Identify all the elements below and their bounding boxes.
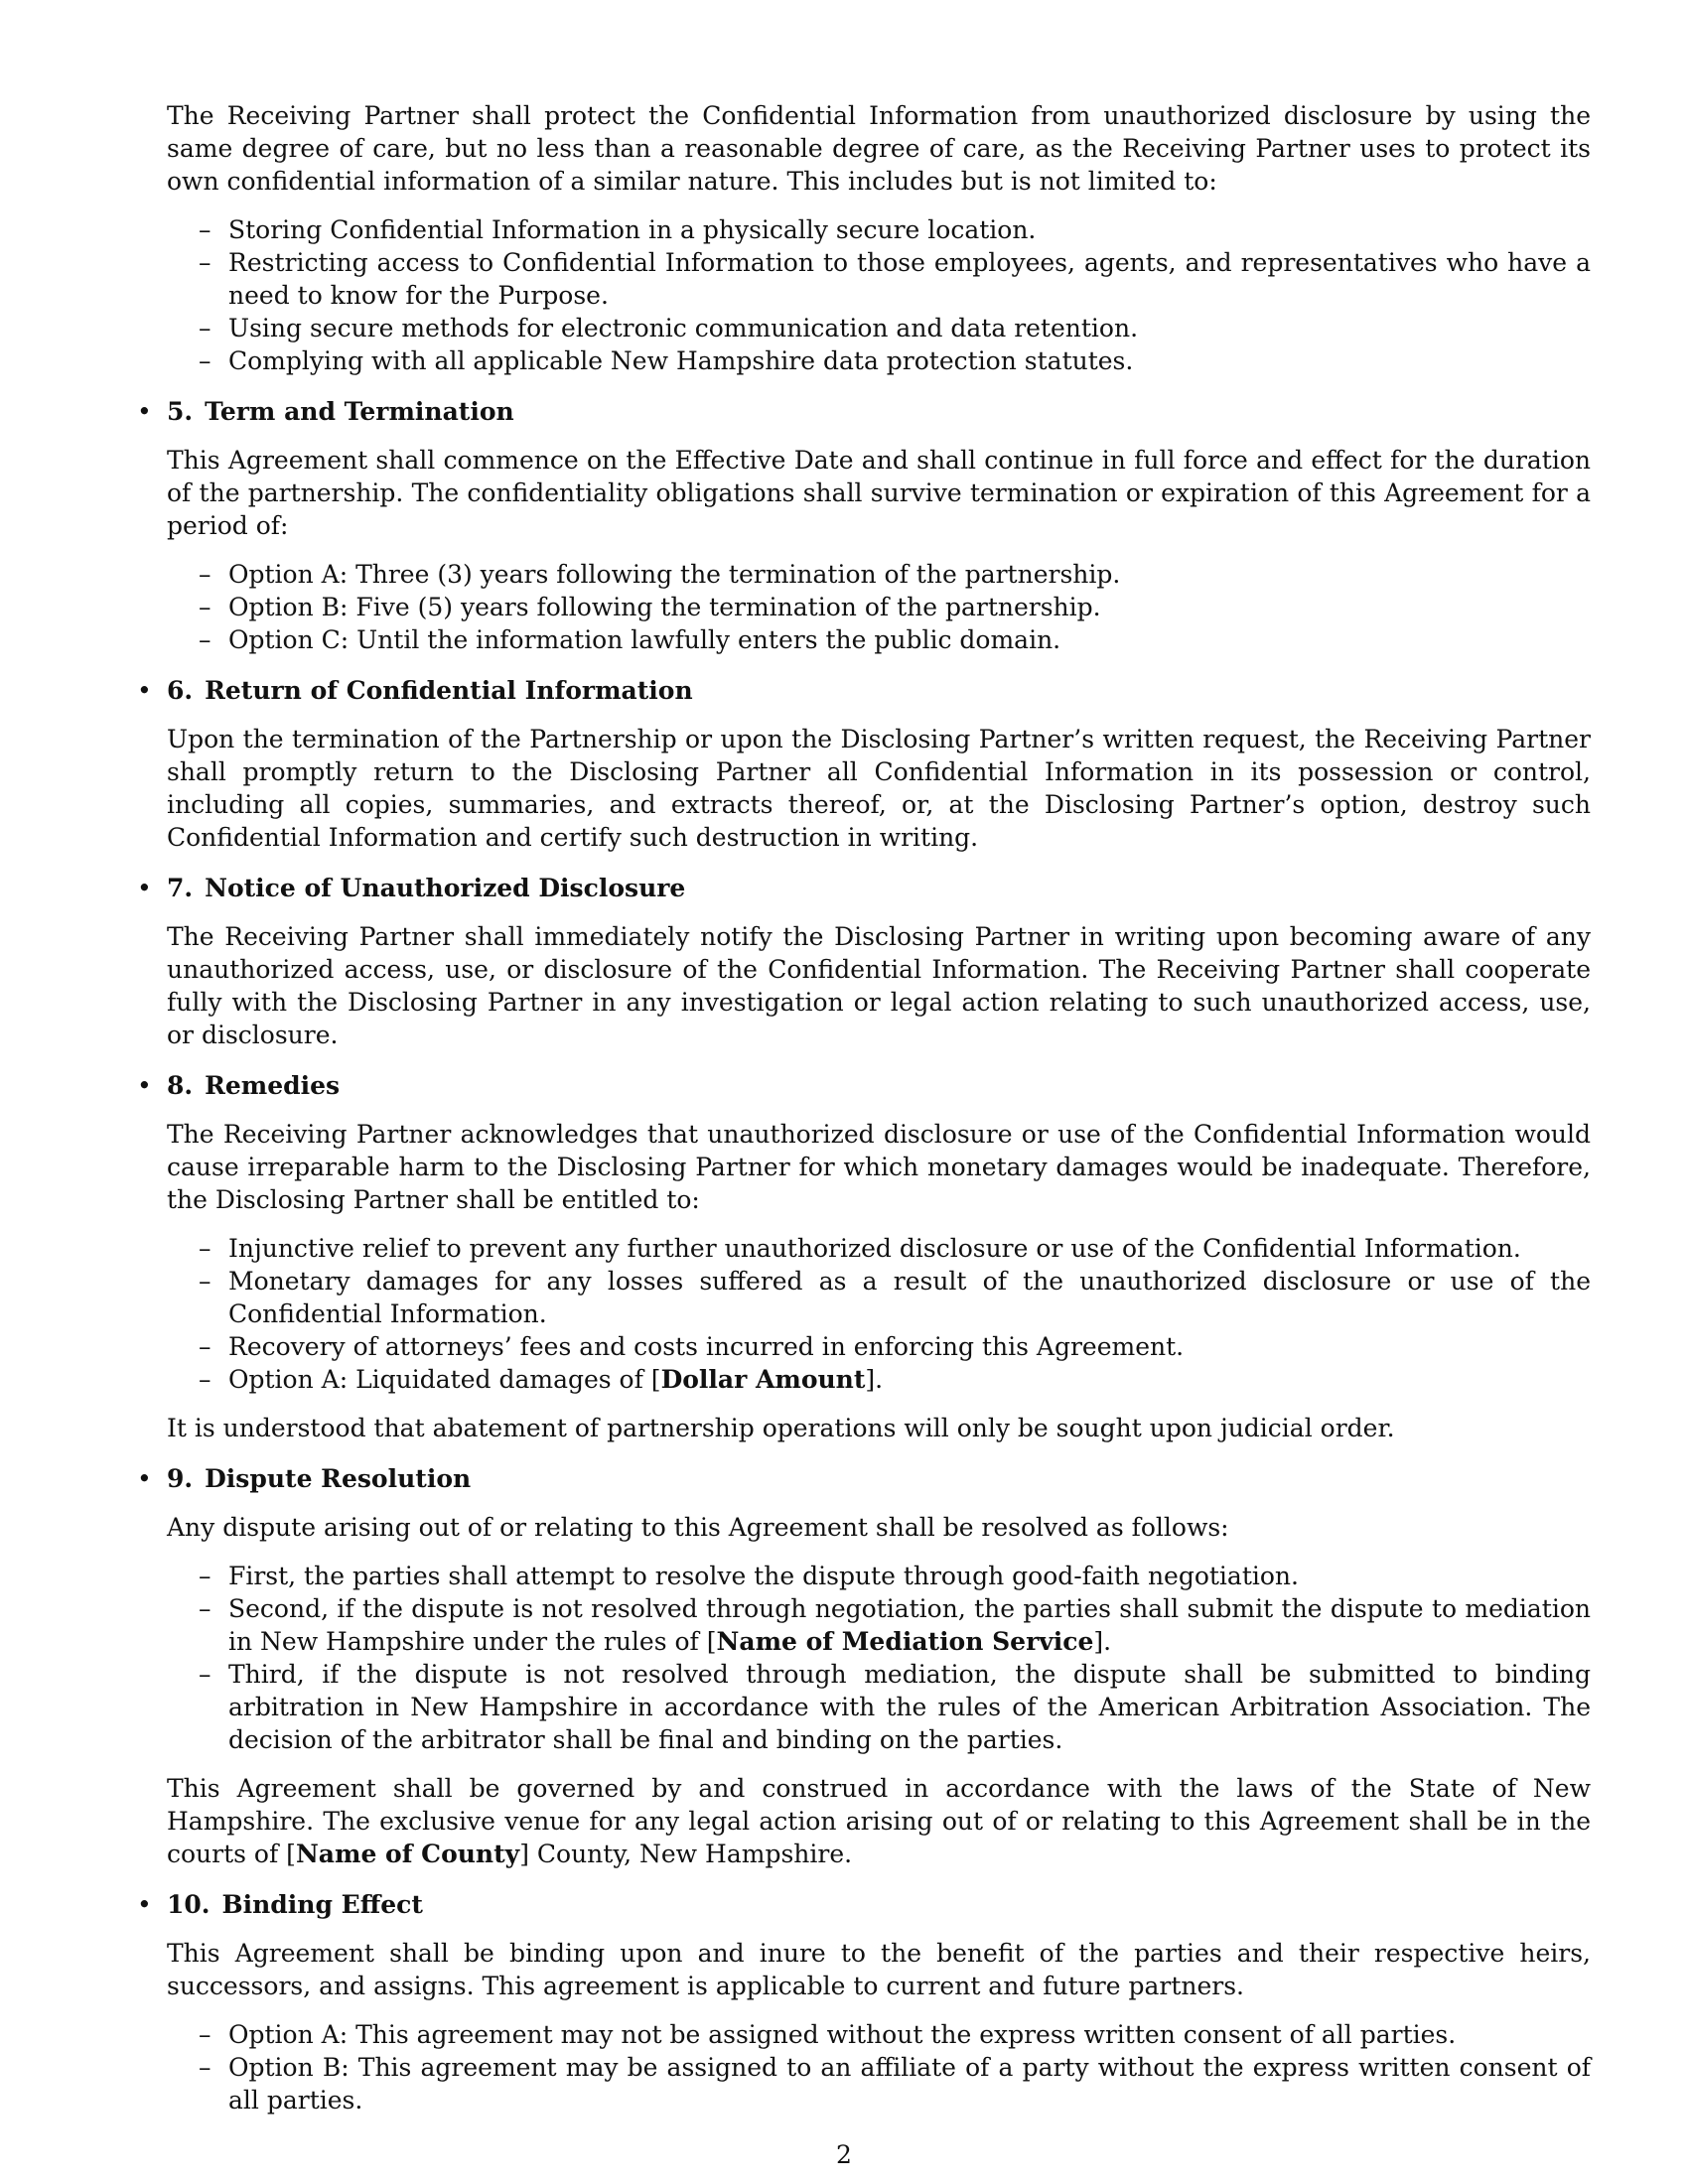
paragraph-text: This Agreement shall be governed by and construed in accordance with the laws of the State of New Hampshire. The exclusive venue for any legal action arising out of or relating to this Agreement shall be in the courts of [ bbox=[167, 1774, 1591, 1868]
section-7-heading bbox=[137, 872, 1591, 904]
intro-paragraph: The Receiving Partner shall protect the Confidential Information from unauthorized disclosure by using the same degree of care, but no less than a reasonable degree of care, as the Receiving Partner uses to protect its own confidential information of a similar nature. This includes but is not limited to: bbox=[167, 101, 1591, 196]
list-item: – Recovery of attorneys’ fees and costs incurred in enforcing this Agreement. bbox=[167, 1330, 1591, 1363]
section-title: Binding Effect bbox=[221, 1890, 423, 1919]
section-9-heading bbox=[137, 1462, 1591, 1495]
list-item: – Restricting access to Confidential Information to those employees, agents, and representatives who have a need to know for the Purpose. bbox=[167, 246, 1591, 312]
section-7-text: The Receiving Partner shall immediately notify the Disclosing Partner in writing upon becoming aware of any unauthorized access, use, or disclosure of the Confidential Information. The Receiving Partner shall cooperate fully with the Disclosing Partner in any investigation or legal action relating to such unauthorized access, use, or disclosure. bbox=[167, 922, 1591, 1049]
bullet-icon: • bbox=[137, 676, 152, 705]
bullet-icon: • bbox=[137, 874, 152, 902]
list-item: – Monetary damages for any losses suffered as a result of the unauthorized disclosure or use of the Confidential Information. bbox=[167, 1265, 1591, 1330]
bullet-icon: • bbox=[137, 1071, 152, 1100]
list-item: – Complying with all applicable New Hampshire data protection statutes. bbox=[167, 344, 1591, 377]
section-number: 5. bbox=[167, 397, 194, 426]
list-item-text: Option A: Liquidated damages of [ bbox=[228, 1365, 661, 1394]
section-6-text: Upon the termination of the Partnership or upon the Disclosing Partner’s written request, the Receiving Partner shall promptly return to the Disclosing Partner all Confidential Information in its possession or control, including all copies, summaries, and extracts thereof, or, at the Disclosing Partner’s option, destroy such Confidential Information and certify such destruction in writing. bbox=[167, 725, 1591, 852]
list-item-text: Second, if the dispute is not resolved through negotiation, the parties shall submit the dispute to mediation in New Hampshire under the rules of [ bbox=[228, 1594, 1591, 1656]
list-item: – Option C: Until the information lawfully enters the public domain. bbox=[167, 623, 1591, 656]
bullet-icon: • bbox=[137, 1890, 152, 1919]
list-item: – Option B: Five (5) years following the termination of the partnership. bbox=[167, 591, 1591, 623]
placeholder-county: Name of County bbox=[295, 1840, 520, 1868]
section-9-text: Any dispute arising out of or relating to this Agreement shall be resolved as follows: bbox=[167, 1513, 1229, 1542]
section-9-list bbox=[167, 1560, 1591, 1756]
list-item: – Injunctive relief to prevent any further unauthorized disclosure or use of the Confidential Information. bbox=[167, 1232, 1591, 1265]
section-title: Return of Confidential Information bbox=[205, 676, 693, 705]
section-8-text: The Receiving Partner acknowledges that unauthorized disclosure or use of the Confidential Information would cause irreparable harm to the Disclosing Partner for which monetary damages would be inadequate. Therefore, the Disclosing Partner shall be entitled to: bbox=[167, 1120, 1591, 1214]
list-item: – Option A: Three (3) years following the termination of the partnership. bbox=[167, 558, 1591, 591]
placeholder-mediation-service: Name of Mediation Service bbox=[716, 1627, 1094, 1656]
section-number: 7. bbox=[167, 874, 194, 902]
paragraph-text: ] County, New Hampshire. bbox=[519, 1840, 853, 1868]
section-title: Remedies bbox=[205, 1071, 341, 1100]
section-title: Term and Termination bbox=[205, 397, 514, 426]
list-item bbox=[167, 1592, 1591, 1658]
placeholder-dollar-amount: Dollar Amount bbox=[660, 1365, 866, 1394]
list-item: – Option A: This agreement may not be assigned without the express written consent of all parties. bbox=[167, 2018, 1591, 2051]
list-item-text: ]. bbox=[865, 1365, 884, 1394]
section-10-text: This Agreement shall be binding upon and inure to the benefit of the parties and their respective heirs, successors, and assigns. This agreement is applicable to current and future partners. bbox=[167, 1939, 1591, 2000]
section-8-list bbox=[167, 1232, 1591, 1396]
list-item: – Third, if the dispute is not resolved through mediation, the dispute shall be submitted to binding arbitration in New Hampshire in accordance with the rules of the American Arbitration Association. The decision of the arbitrator shall be final and binding on the parties. bbox=[167, 1658, 1591, 1756]
intro-list bbox=[167, 213, 1591, 377]
bullet-icon: • bbox=[137, 1464, 152, 1493]
list-item: – Using secure methods for electronic communication and data retention. bbox=[167, 312, 1591, 344]
list-item: – Option B: This agreement may be assigned to an affiliate of a party without the express written consent of all parties. bbox=[167, 2051, 1591, 2116]
section-6-heading bbox=[137, 674, 1591, 707]
list-item: – Storing Confidential Information in a physically secure location. bbox=[167, 213, 1591, 246]
section-title: Dispute Resolution bbox=[205, 1464, 472, 1493]
section-5-list bbox=[167, 558, 1591, 656]
document-page bbox=[137, 99, 1591, 2134]
section-10-heading bbox=[137, 1888, 1591, 1921]
section-5-text: This Agreement shall commence on the Effective Date and shall continue in full force and effect for the duration of the partnership. The confidentiality obligations shall survive termination or expiration of this Agreement for a period of: bbox=[167, 446, 1591, 540]
bullet-icon: • bbox=[137, 397, 152, 426]
section-10-list bbox=[167, 2018, 1591, 2116]
section-8-note: It is understood that abatement of partnership operations will only be sought upon judicial order. bbox=[167, 1414, 1395, 1442]
section-title: Notice of Unauthorized Disclosure bbox=[205, 874, 686, 902]
list-item: – First, the parties shall attempt to resolve the dispute through good-faith negotiation. bbox=[167, 1560, 1591, 1592]
section-number: 10. bbox=[167, 1890, 211, 1919]
section-number: 8. bbox=[167, 1071, 194, 1100]
list-item bbox=[167, 1363, 1591, 1396]
section-number: 6. bbox=[167, 676, 194, 705]
section-5-heading bbox=[137, 395, 1591, 428]
section-number: 9. bbox=[167, 1464, 194, 1493]
page-number: 2 bbox=[836, 2140, 852, 2169]
list-item-text: ]. bbox=[1093, 1627, 1112, 1656]
section-8-heading bbox=[137, 1069, 1591, 1102]
section-9-governing-law bbox=[167, 1772, 1591, 1870]
